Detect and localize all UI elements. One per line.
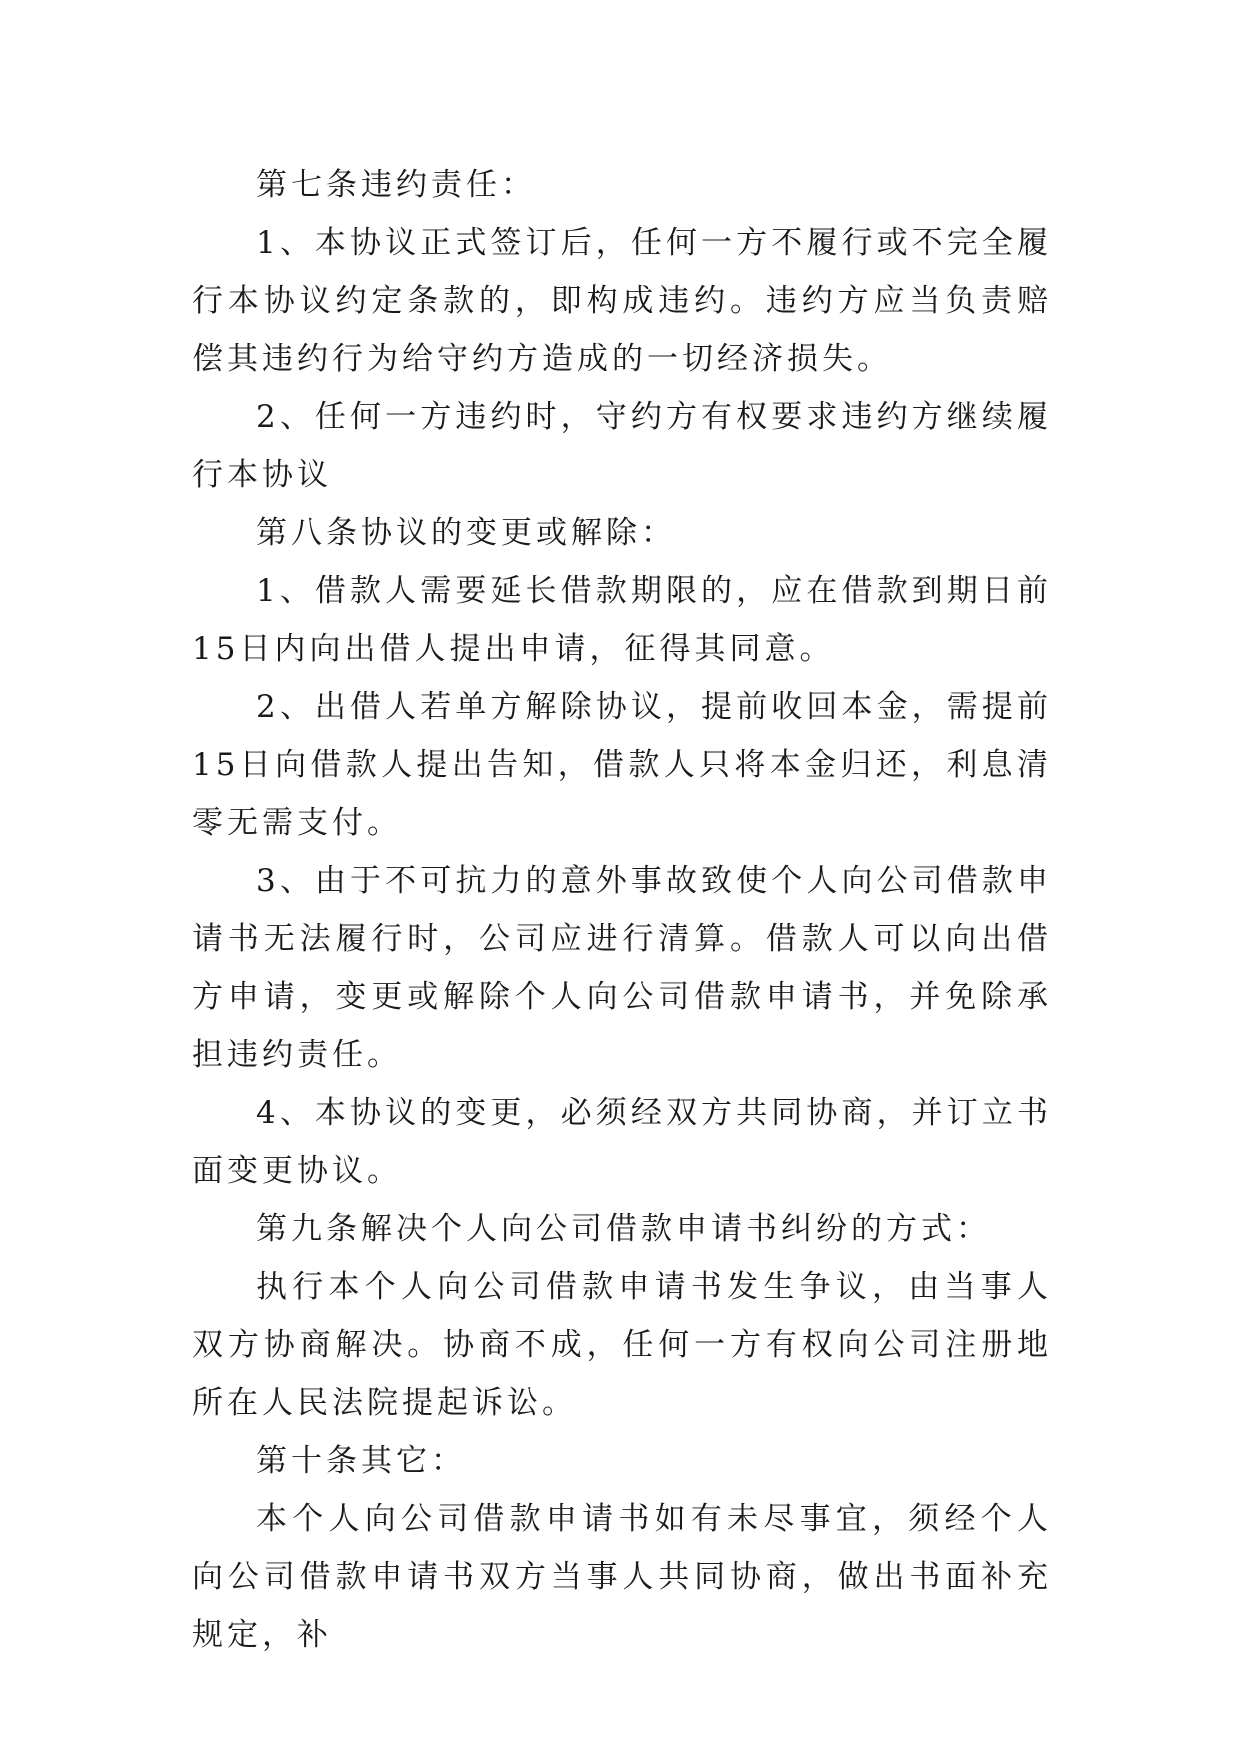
article-10-body: 本个人向公司借款申请书如有未尽事宜，须经个人向公司借款申请书双方当事人共同协商，做出书面补充规定，补 — [192, 1501, 1052, 1653]
article-8-clause-3: 3、由于不可抗力的意外事故致使个人向公司借款申请书无法履行时，公司应进行清算。借款人可以向出借方申请，变更或解除个人向公司借款申请书，并免除承担违约责任。 — [192, 863, 1052, 1073]
article-7-clause-1: 1、本协议正式签订后，任何一方不履行或不完全履行本协议约定条款的，即构成违约。违约方应当负责赔偿其违约行为给守约方造成的一切经济损失。 — [192, 225, 1052, 377]
article-8-clause-4: 4、本协议的变更，必须经双方共同协商，并订立书面变更协议。 — [192, 1095, 1052, 1189]
article-10-heading: 第十条其它： — [256, 1443, 466, 1479]
document-body — [192, 156, 1052, 1664]
article-8-clause-2: 2、出借人若单方解除协议，提前收回本金，需提前15日向借款人提出告知，借款人只将本金归还，利息清零无需支付。 — [192, 689, 1052, 841]
article-8-clause-1: 1、借款人需要延长借款期限的，应在借款到期日前15日内向出借人提出申请，征得其同意。 — [192, 573, 1052, 667]
article-9-body: 执行本个人向公司借款申请书发生争议，由当事人双方协商解决。协商不成，任何一方有权向公司注册地所在人民法院提起诉讼。 — [192, 1269, 1052, 1421]
article-7-heading: 第七条违约责任： — [256, 167, 536, 203]
article-9-heading: 第九条解决个人向公司借款申请书纠纷的方式： — [256, 1211, 991, 1247]
article-7-clause-2: 2、任何一方违约时，守约方有权要求违约方继续履行本协议 — [192, 399, 1052, 493]
article-8-heading: 第八条协议的变更或解除： — [256, 515, 676, 551]
